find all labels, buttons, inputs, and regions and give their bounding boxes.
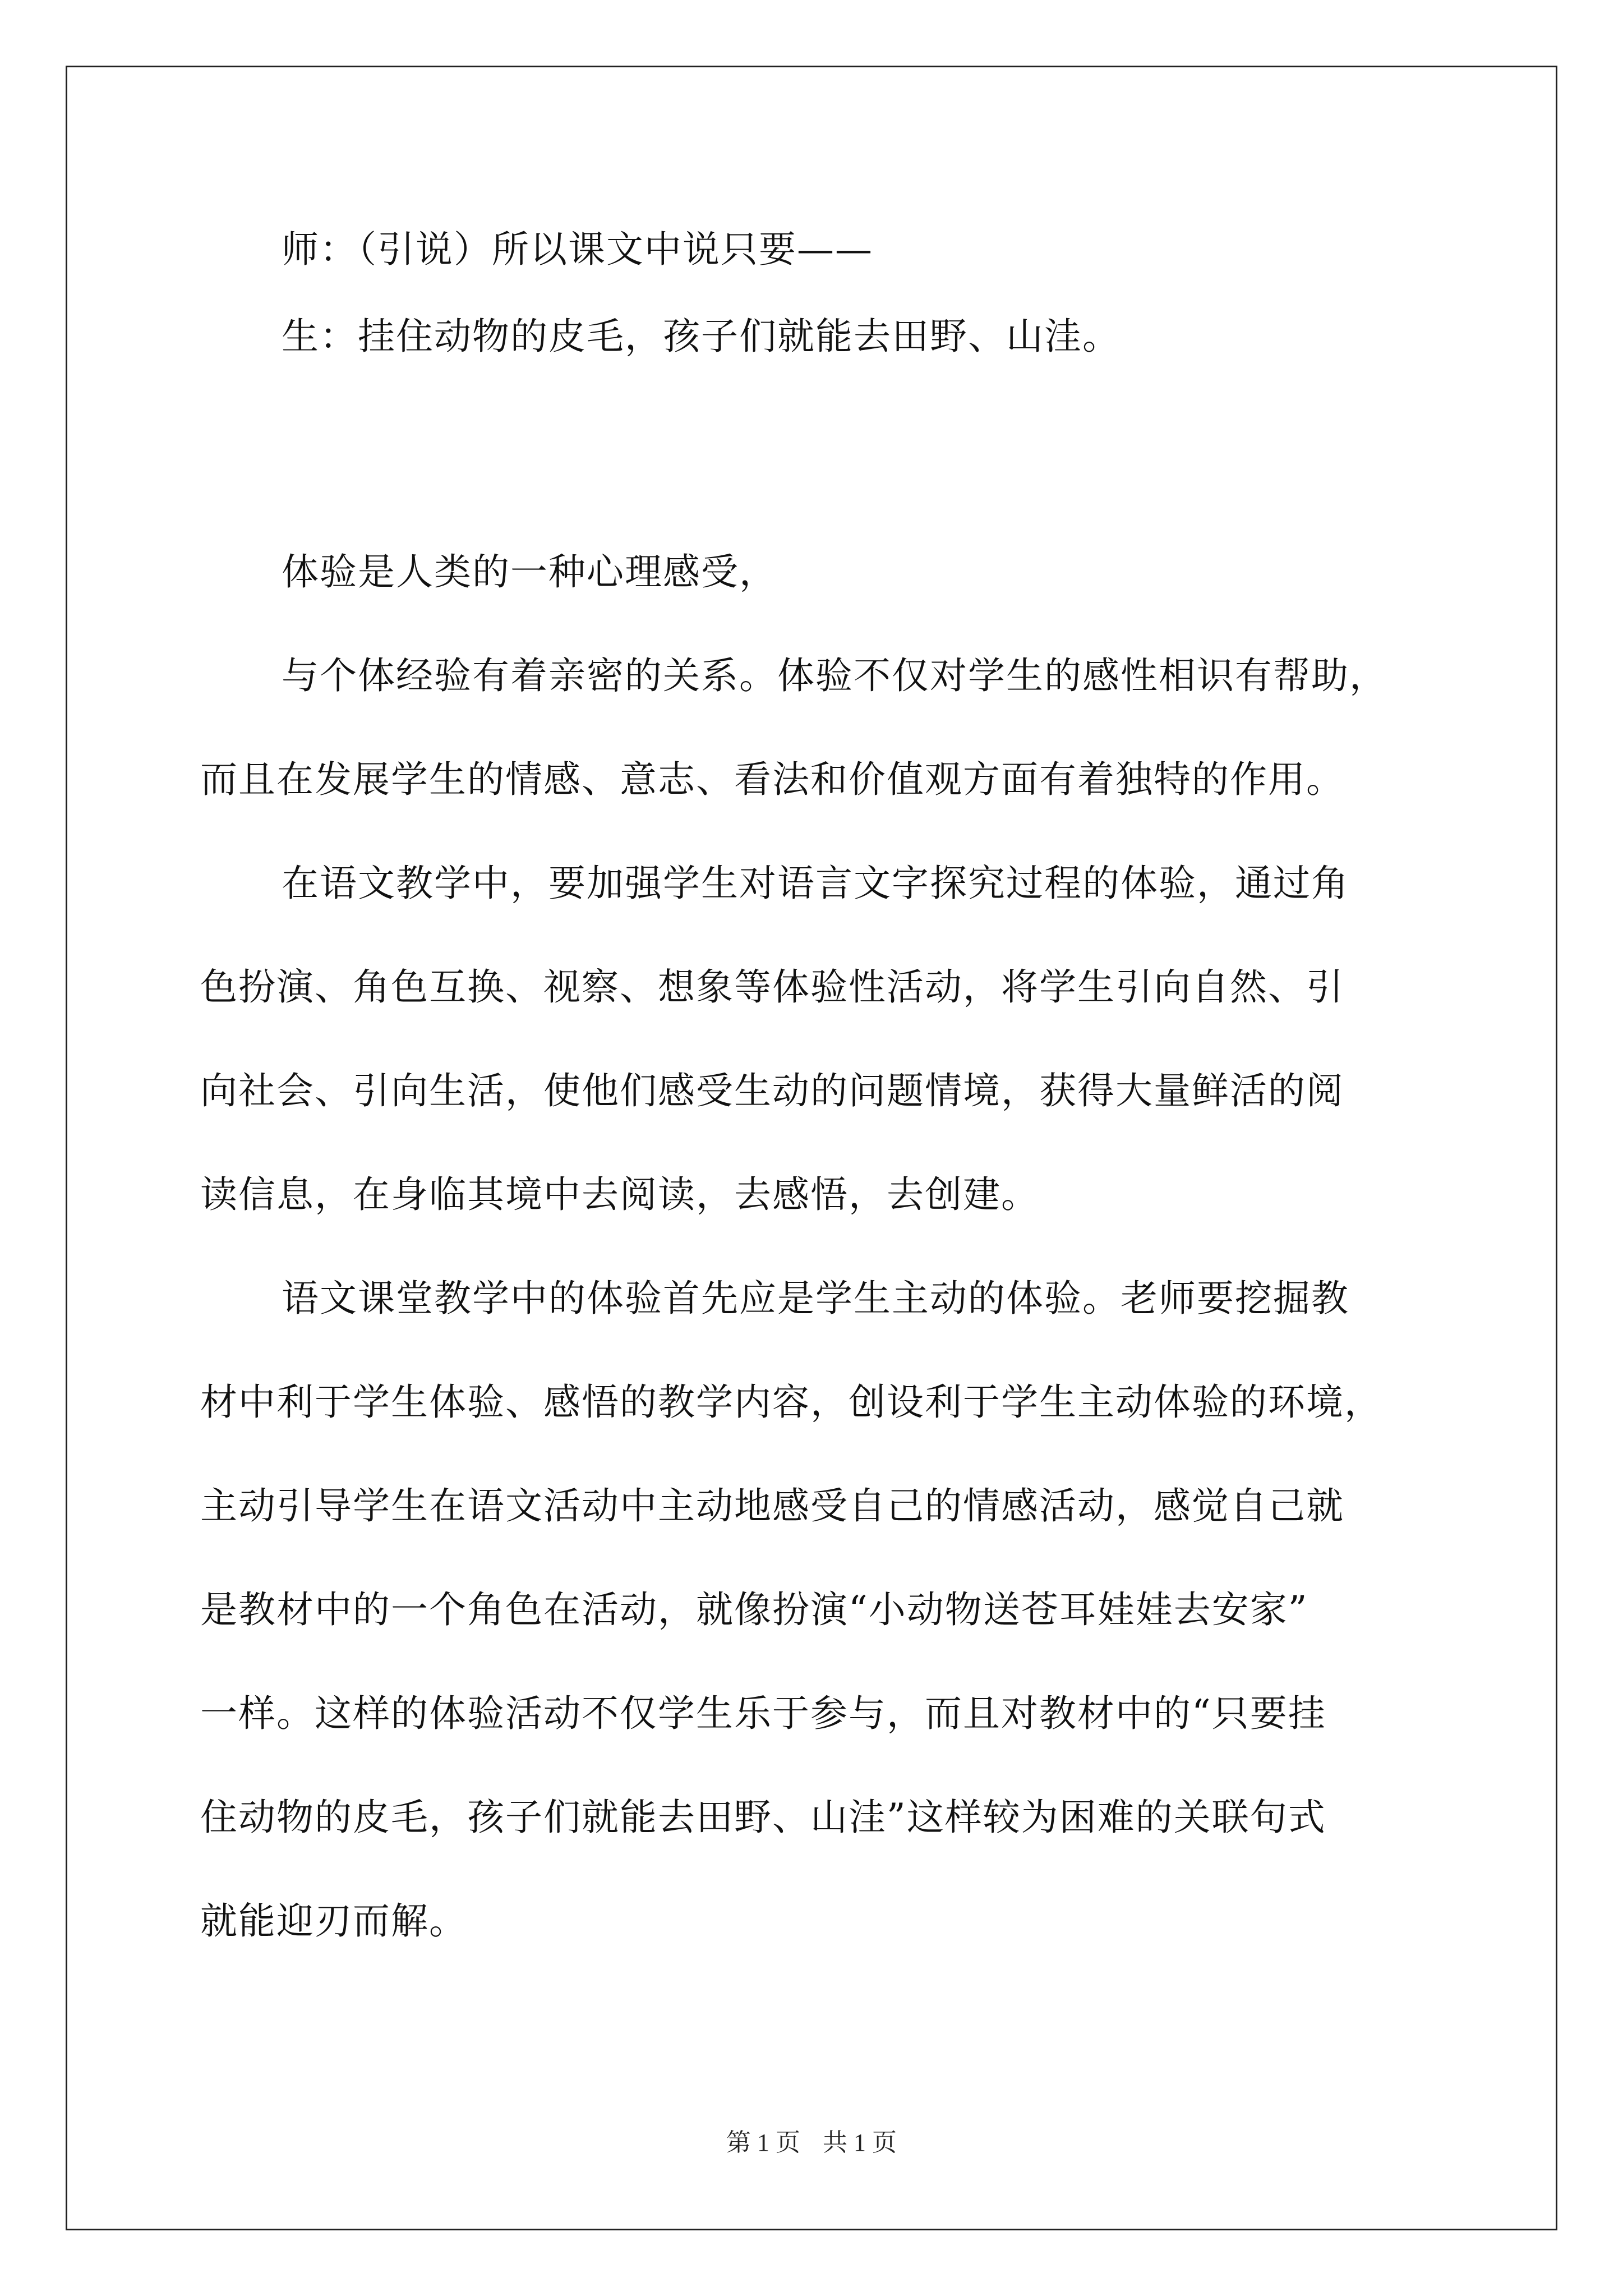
dialogue-teacher-line: 师：（引说）所以课文中说只要—— [282, 228, 873, 271]
paragraph-3-line-3: 向社会、引向生活，使他们感受生动的问题情境，获得大量鲜活的阅 [200, 1069, 1344, 1112]
paragraph-2-line-2: 而且在发展学生的情感、意志、看法和价值观方面有着独特的作用。 [200, 758, 1344, 801]
paragraph-4-line-1: 语文课堂教学中的体验首先应是学生主动的体验。老师要挖掘教 [282, 1277, 1349, 1320]
dialogue-student-line: 生：挂住动物的皮毛，孩子们就能去田野、山洼。 [282, 315, 1121, 358]
paragraph-4-line-6: 住动物的皮毛，孩子们就能去田野、山洼”这样较为困难的关联句式 [200, 1796, 1326, 1839]
paragraph-4-line-2: 材中利于学生体验、感悟的教学内容，创设利于学生主动体验的环境， [200, 1381, 1382, 1424]
paragraph-1-line-1: 体验是人类的一种心理感受， [282, 550, 777, 593]
page-number-total: 共 1 页 [823, 2129, 897, 2156]
page-number-current: 第 1 页 [726, 2129, 800, 2156]
paragraph-3-line-2: 色扮演、角色互换、视察、想象等体验性活动，将学生引向自然、引 [200, 965, 1344, 1009]
paragraph-4-line-7: 就能迎刃而解。 [200, 1899, 467, 1943]
paragraph-4-line-4: 是教材中的一个角色在活动，就像扮演“小动物送苍耳娃娃去安家” [200, 1588, 1308, 1631]
page-footer [0, 2126, 1623, 2160]
paragraph-3-line-1: 在语文教学中，要加强学生对语言文字探究过程的体验，通过角 [282, 862, 1349, 905]
paragraph-3-line-4: 读信息，在身临其境中去阅读，去感悟，去创建。 [200, 1173, 1039, 1216]
paragraph-4-line-5: 一样。这样的体验活动不仅学生乐于参与，而且对教材中的“只要挂 [200, 1692, 1326, 1735]
paragraph-4-line-3: 主动引导学生在语文活动中主动地感受自己的情感活动，感觉自己就 [200, 1484, 1344, 1527]
paragraph-2-line-1: 与个体经验有着亲密的关系。体验不仅对学生的感性相识有帮助， [282, 654, 1387, 697]
